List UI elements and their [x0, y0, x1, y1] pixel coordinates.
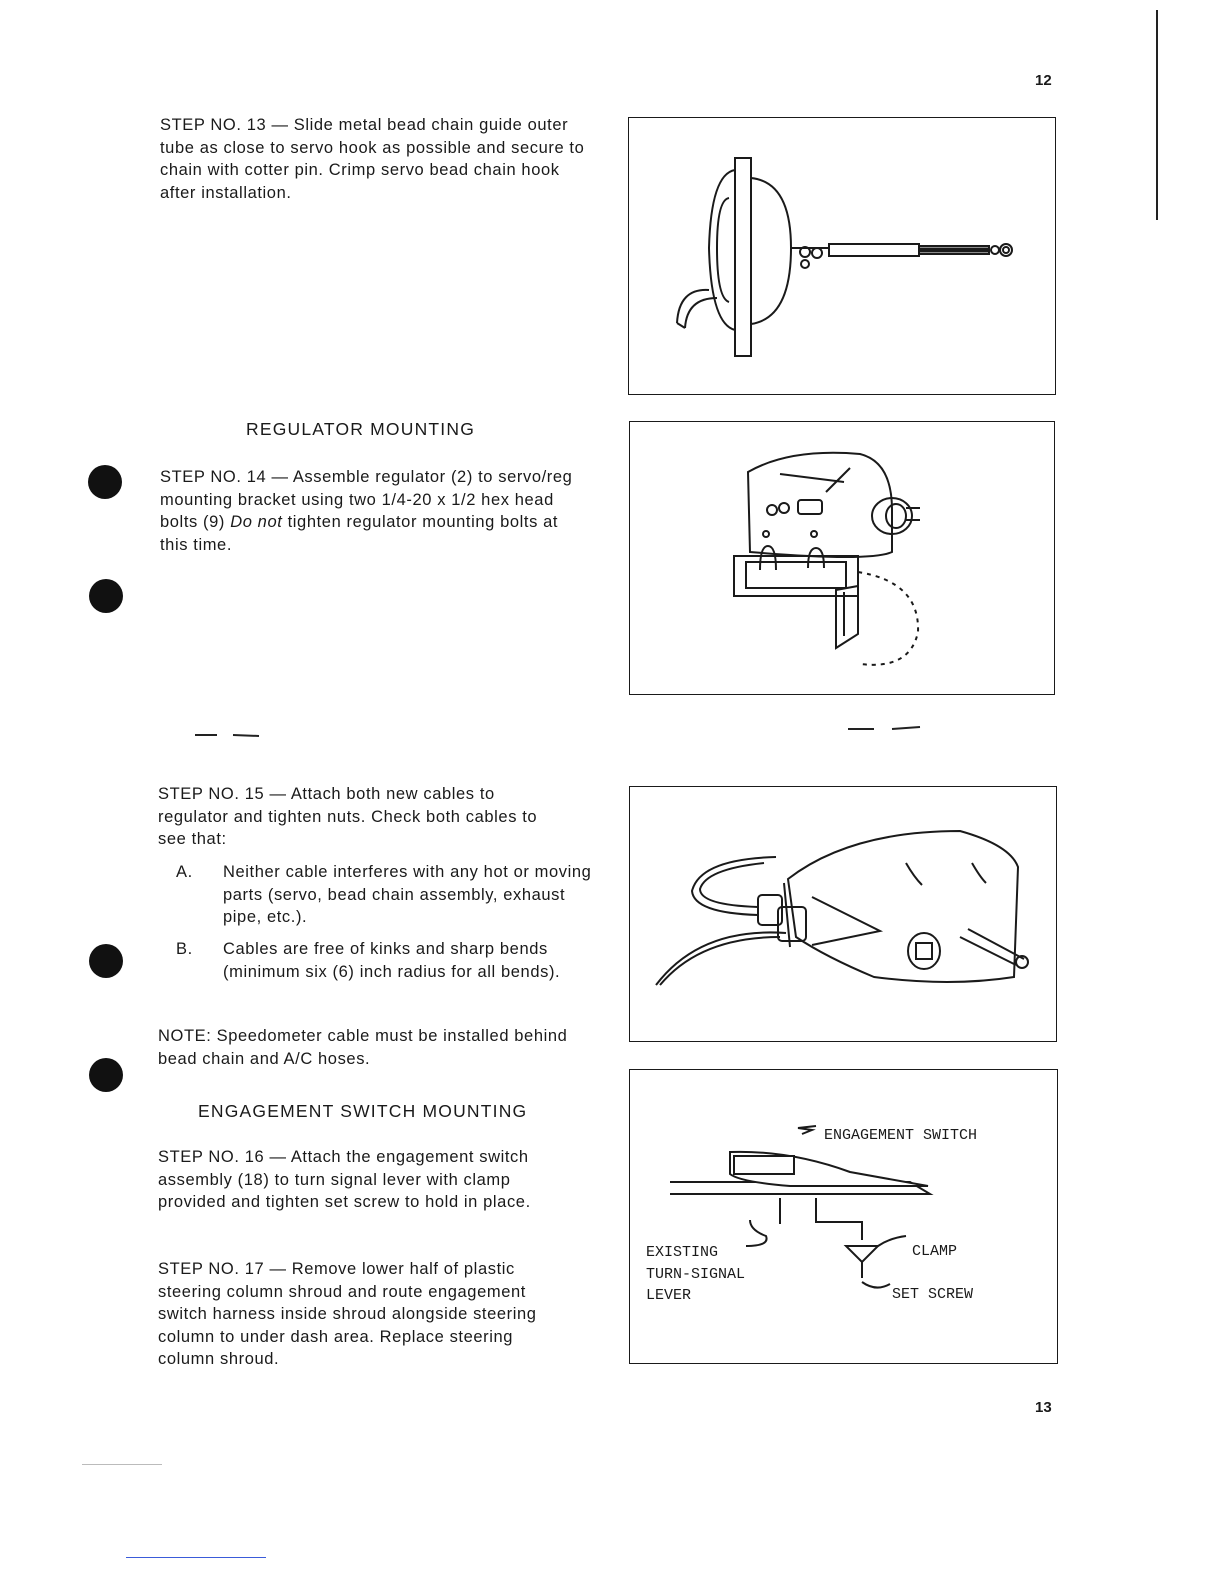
- step-15-text: — Attach both new cables to regulator and tighten nuts. Check both cables to see that:: [158, 785, 538, 848]
- page-number-bottom: 13: [1035, 1399, 1052, 1416]
- servo-illustration: [629, 118, 1055, 394]
- step-14-paragraph: [160, 466, 585, 556]
- item-b-text: Cables are free of kinks and sharp bends (minimum six (6) inch radius for all bends).: [223, 940, 561, 981]
- step-15-item-b: [158, 938, 608, 1008]
- item-a-text: Neither cable interferes with any hot or moving parts (servo, bead chain assembly, exhaust pipe, etc.).: [223, 863, 592, 926]
- step-16-text: — Attach the engagement switch assembly (18) to turn signal lever with clamp provided and tighten set screw to hold in place.: [158, 1148, 531, 1211]
- step-13-text: — Slide metal bead chain guide outer tube as close to servo hook as possible and secure to chain with cotter pin. Crimp servo bead chain hook after installation.: [160, 116, 585, 202]
- step-14-text-b: tighten regulator mounting bolts at this time.: [160, 513, 559, 554]
- regulator-mounting-heading: REGULATOR MOUNTING: [246, 419, 476, 439]
- note-paragraph: [158, 1025, 578, 1070]
- step-15-paragraph: [158, 783, 568, 851]
- engagement-switch-illustration: [630, 1070, 1057, 1363]
- engagement-switch-mounting-heading: ENGAGEMENT SWITCH MOUNTING: [198, 1101, 528, 1121]
- lever-label: LEVER: [646, 1287, 692, 1304]
- existing-label: EXISTING: [646, 1244, 719, 1261]
- punch-hole-4: [89, 1058, 123, 1092]
- cables-illustration: [630, 787, 1056, 1041]
- item-a-letter: A.: [176, 863, 193, 881]
- step-16-paragraph: [158, 1146, 583, 1214]
- turn-signal-label: TURN-SIGNAL: [646, 1266, 746, 1283]
- dash-marks-left: [195, 730, 265, 740]
- step-13-label: STEP NO. 13: [160, 116, 267, 134]
- note-text: Speedometer cable must be installed behind bead chain and A/C hoses.: [158, 1027, 568, 1068]
- step-14-text-a: — Assemble regulator (2) to servo/reg mounting bracket using two 1/4-20 x 1/2 hex head bolts (9): [160, 468, 573, 531]
- step-15-label: STEP NO. 15: [158, 785, 265, 803]
- regulator-illustration: [630, 422, 1054, 694]
- set-screw-label: SET SCREW: [892, 1286, 974, 1303]
- bottom-scan-line-1: [82, 1464, 162, 1465]
- step-16-label: STEP NO. 16: [158, 1148, 265, 1166]
- item-b-letter: B.: [176, 940, 193, 958]
- punch-hole-2: [89, 579, 123, 613]
- dash-marks-right: [848, 723, 928, 735]
- page-number-top: 12: [1035, 72, 1052, 89]
- engagement-switch-label: ENGAGEMENT SWITCH: [824, 1127, 978, 1144]
- figure-regulator-bracket: [629, 421, 1055, 695]
- figure-servo-bead-chain: [628, 117, 1056, 395]
- step-17-label: STEP NO. 17: [158, 1260, 265, 1278]
- step-15-item-a: [158, 861, 608, 931]
- bottom-scan-line-2: [126, 1557, 266, 1558]
- step-14-emphasis: Do not: [230, 513, 283, 531]
- punch-hole-1: [88, 465, 122, 499]
- clamp-label: CLAMP: [912, 1243, 958, 1260]
- figure-engagement-switch: [629, 1069, 1058, 1364]
- step-14-label: STEP NO. 14: [160, 468, 267, 486]
- step-17-text: — Remove lower half of plastic steering column shroud and route engagement switch harness inside shroud alongside steering column to under dash area. Replace steering column shroud.: [158, 1260, 537, 1368]
- step-17-paragraph: [158, 1258, 568, 1371]
- page-edge-line: [1156, 10, 1158, 220]
- figure-cables-regulator: [629, 786, 1057, 1042]
- step-13-paragraph: [160, 114, 590, 204]
- punch-hole-3: [89, 944, 123, 978]
- note-label: NOTE:: [158, 1027, 212, 1045]
